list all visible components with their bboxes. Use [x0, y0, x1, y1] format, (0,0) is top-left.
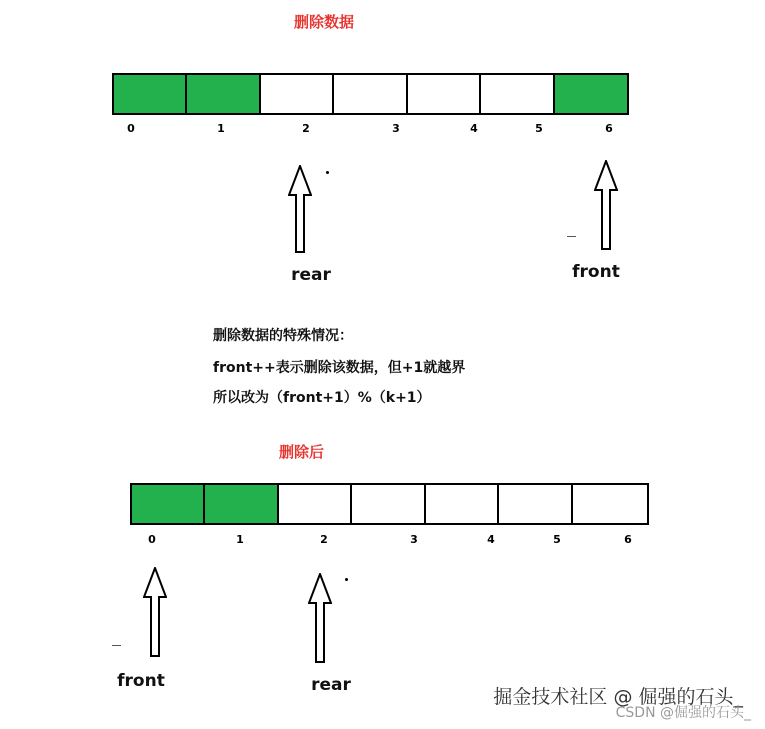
- index-label-2: 2: [302, 122, 310, 135]
- array-cell-5: [499, 485, 572, 523]
- array-cell-1: [205, 485, 278, 523]
- array-cell-0: [132, 485, 205, 523]
- bottom-front-arrow-icon: [143, 567, 167, 657]
- index-label-5: 5: [553, 533, 561, 546]
- note-line-1: 删除数据的特殊情况：: [213, 328, 353, 344]
- array-cell-3: [352, 485, 425, 523]
- index-label-5: 5: [535, 122, 543, 135]
- bottom-array: [130, 483, 649, 525]
- array-cell-2: [279, 485, 352, 523]
- dot-mark: [345, 578, 348, 581]
- top-title: 删除数据: [294, 13, 355, 31]
- top-rear-arrow-icon: [288, 165, 312, 253]
- index-label-6: 6: [605, 122, 613, 135]
- dot-mark: [326, 171, 329, 174]
- array-cell-0: [114, 75, 187, 113]
- array-cell-4: [408, 75, 481, 113]
- index-label-6: 6: [624, 533, 632, 546]
- array-cell-6: [555, 75, 627, 113]
- index-label-3: 3: [392, 122, 400, 135]
- index-label-4: 4: [470, 122, 478, 135]
- index-label-3: 3: [410, 533, 418, 546]
- bottom-rear-label: rear: [311, 675, 351, 695]
- array-cell-5: [481, 75, 554, 113]
- note-line-2: front++表示删除该数据，但+1就越界: [213, 360, 466, 376]
- bottom-title: 删除后: [279, 443, 325, 461]
- index-label-2: 2: [320, 533, 328, 546]
- index-label-1: 1: [217, 122, 225, 135]
- array-cell-3: [334, 75, 407, 113]
- dash-mark: [567, 236, 576, 237]
- dash-mark: [112, 645, 121, 646]
- array-cell-2: [261, 75, 334, 113]
- array-cell-6: [573, 485, 647, 523]
- array-cell-1: [187, 75, 260, 113]
- watermark-csdn: CSDN @倔强的石头_: [615, 705, 751, 721]
- index-label-0: 0: [127, 122, 135, 135]
- top-front-arrow-icon: [594, 160, 618, 250]
- bottom-front-label: front: [117, 671, 165, 691]
- array-cell-4: [426, 485, 499, 523]
- top-front-label: front: [572, 262, 620, 282]
- bottom-rear-arrow-icon: [308, 573, 332, 663]
- watermark-juejin: 掘金技术社区 @ 倔强的石头_: [493, 686, 743, 708]
- index-label-1: 1: [236, 533, 244, 546]
- index-label-4: 4: [487, 533, 495, 546]
- top-rear-label: rear: [291, 265, 331, 285]
- note-line-3: 所以改为（front+1）%（k+1）: [213, 390, 431, 406]
- top-array: [112, 73, 629, 115]
- index-label-0: 0: [148, 533, 156, 546]
